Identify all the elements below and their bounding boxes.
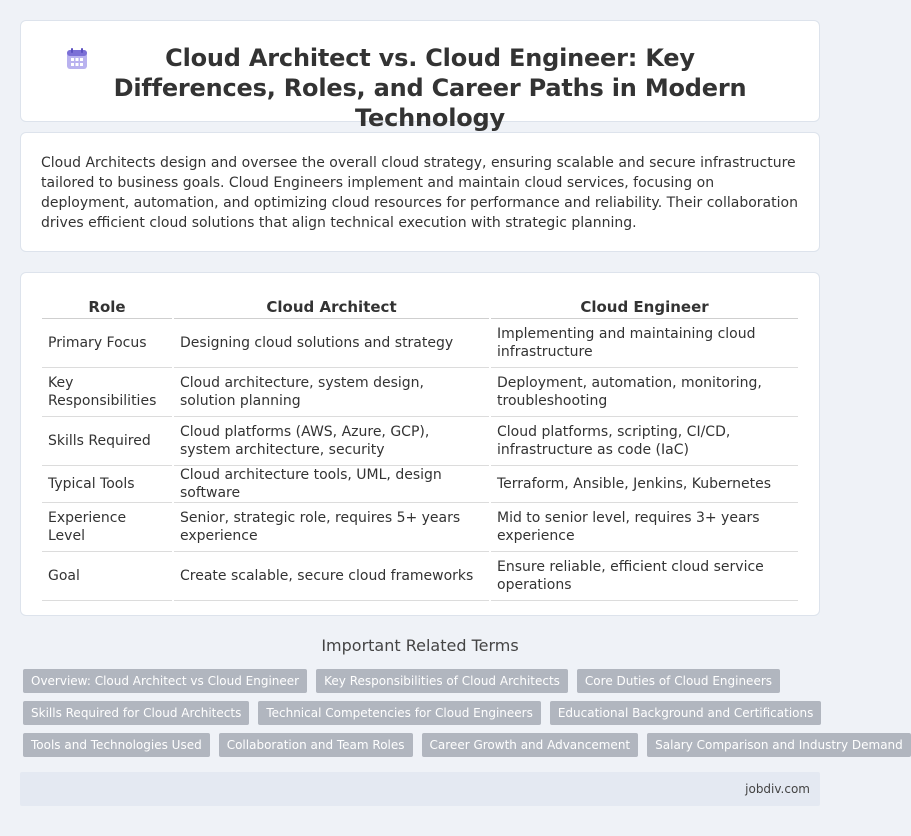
related-term-tag[interactable]: Salary Comparison and Industry Demand bbox=[647, 733, 911, 757]
engineer-cell: Terraform, Ansible, Jenkins, Kubernetes bbox=[490, 466, 798, 503]
engineer-cell: Mid to senior level, requires 3+ years experience bbox=[490, 503, 798, 552]
table-row bbox=[42, 466, 798, 503]
page-title: Cloud Architect vs. Cloud Engineer: Key Differences, Roles, and Career Paths in Modern Technology bbox=[113, 44, 747, 132]
row-label: Typical Tools bbox=[42, 466, 173, 503]
summary-text: Cloud Architects design and oversee the overall cloud strategy, ensuring scalable and secure infrastructure tailored to business goals. Cloud Engineers implement and maintain cloud services, focusing on deployment, automation, and optimizing cloud resources for performance and reliability. Their collaboration drives efficient cloud solutions that align technical execution with strategic planning. bbox=[41, 155, 798, 231]
related-terms-tags bbox=[23, 669, 903, 765]
architect-cell: Create scalable, secure cloud frameworks bbox=[173, 552, 490, 601]
table-row bbox=[42, 368, 798, 417]
related-term-tag[interactable]: Technical Competencies for Cloud Engineers bbox=[258, 701, 541, 725]
footer-site-link[interactable]: jobdiv.com bbox=[745, 782, 810, 796]
architect-cell: Cloud architecture tools, UML, design software bbox=[173, 466, 490, 503]
table-row bbox=[42, 552, 798, 601]
header-cloud-architect: Cloud Architect bbox=[173, 297, 490, 319]
architect-cell: Senior, strategic role, requires 5+ years experience bbox=[173, 503, 490, 552]
header-role: Role bbox=[42, 297, 173, 319]
related-term-tag[interactable]: Overview: Cloud Architect vs Cloud Engineer bbox=[23, 669, 307, 693]
related-term-tag[interactable]: Career Growth and Advancement bbox=[422, 733, 639, 757]
comparison-table-card bbox=[20, 272, 820, 616]
engineer-cell: Cloud platforms, scripting, CI/CD, infrastructure as code (IaC) bbox=[490, 417, 798, 466]
summary-card bbox=[20, 132, 820, 252]
related-term-tag[interactable]: Educational Background and Certifications bbox=[550, 701, 822, 725]
row-label: Experience Level bbox=[42, 503, 173, 552]
comparison-table bbox=[42, 297, 798, 601]
table-header-row bbox=[42, 297, 798, 319]
row-label: Skills Required bbox=[42, 417, 173, 466]
row-label: Key Responsibilities bbox=[42, 368, 173, 417]
architect-cell: Designing cloud solutions and strategy bbox=[173, 319, 490, 368]
related-term-tag[interactable]: Core Duties of Cloud Engineers bbox=[577, 669, 780, 693]
related-term-tag[interactable]: Tools and Technologies Used bbox=[23, 733, 210, 757]
tag-row bbox=[23, 701, 823, 725]
header-card bbox=[20, 20, 820, 132]
tag-row bbox=[23, 669, 823, 693]
table-row bbox=[42, 503, 798, 552]
engineer-cell: Ensure reliable, efficient cloud service operations bbox=[490, 552, 798, 601]
related-term-tag[interactable]: Key Responsibilities of Cloud Architects bbox=[316, 669, 568, 693]
row-label: Goal bbox=[42, 552, 173, 601]
tag-row bbox=[23, 733, 903, 757]
footer bbox=[20, 772, 820, 806]
related-terms-title: Important Related Terms bbox=[321, 636, 519, 655]
engineer-cell: Implementing and maintaining cloud infrastructure bbox=[490, 319, 798, 368]
architect-cell: Cloud architecture, system design, solution planning bbox=[173, 368, 490, 417]
architect-cell: Cloud platforms (AWS, Azure, GCP), system architecture, security bbox=[173, 417, 490, 466]
table-row bbox=[42, 319, 798, 368]
related-term-tag[interactable]: Collaboration and Team Roles bbox=[219, 733, 413, 757]
related-term-tag[interactable]: Skills Required for Cloud Architects bbox=[23, 701, 249, 725]
engineer-cell: Deployment, automation, monitoring, troubleshooting bbox=[490, 368, 798, 417]
header-cloud-engineer: Cloud Engineer bbox=[490, 297, 798, 319]
row-label: Primary Focus bbox=[42, 319, 173, 368]
table-row bbox=[42, 417, 798, 466]
